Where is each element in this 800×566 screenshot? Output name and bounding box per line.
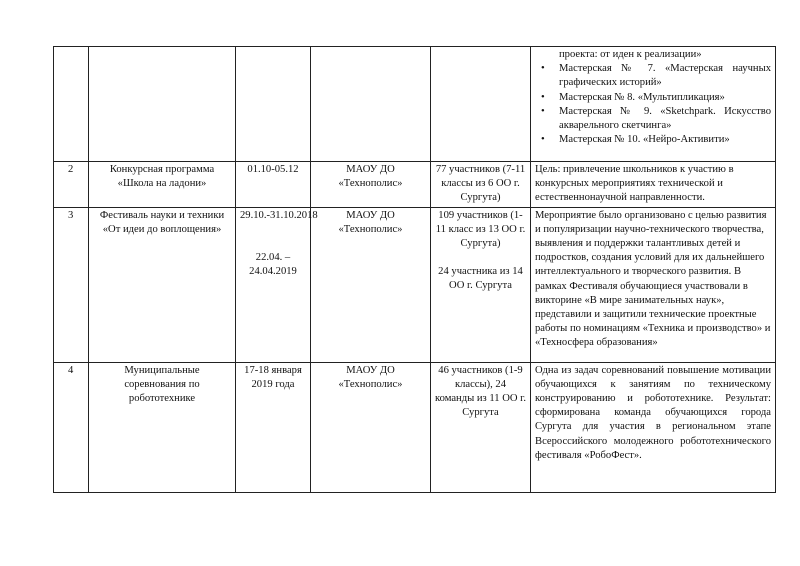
workshop-list — [535, 62, 771, 147]
event-name — [89, 47, 236, 162]
event-organizer: МАОУ ДО «Технополис» — [311, 162, 431, 208]
table-row — [54, 47, 776, 162]
events-table — [53, 46, 776, 493]
event-dates: 01.10-05.12 — [236, 162, 311, 208]
participants-first: 109 участников (1-11 класс из 13 ОО г. Сургута) — [435, 209, 526, 250]
row-number: 3 — [54, 207, 89, 362]
table-row — [54, 162, 776, 208]
event-result: Цель: привлечение школьников к участию в конкурсных мероприятиях технической и естественнонаучной направленности. — [531, 162, 776, 208]
event-name: Муниципальные соревнования по робототехнике — [89, 362, 236, 492]
table-row — [54, 362, 776, 492]
list-item: • Мастерская № 8. «Мультипликация» — [535, 91, 771, 105]
event-participants: 77 участников (7-11 классы из 6 ОО г. Сургута) — [431, 162, 531, 208]
participants-second: 24 участника из 14 ОО г. Сургута — [438, 266, 523, 292]
event-organizer: МАОУ ДО «Технополис» — [311, 362, 431, 492]
list-item: • Мастерская № 10. «Нейро-Активити» — [535, 133, 771, 147]
event-dates — [236, 47, 311, 162]
row-number: 4 — [54, 362, 89, 492]
dates-first: 29.10.-31.10.2018 — [240, 209, 318, 221]
event-name: Конкурсная программа «Школа на ладони» — [89, 162, 236, 208]
row-number — [54, 47, 89, 162]
event-participants — [431, 47, 531, 162]
event-dates: 17-18 января 2019 года — [236, 362, 311, 492]
event-organizer — [311, 47, 431, 162]
table-row — [54, 207, 776, 362]
event-participants: 46 участников (1-9 классы), 24 команды из 11 ОО г. Сургута — [431, 362, 531, 492]
row-number: 2 — [54, 162, 89, 208]
list-item: • Мастерская № 7. «Мастерская научных графических историй» — [535, 62, 771, 90]
event-result — [531, 47, 776, 162]
event-result: Одна из задач соревнований повышение мотивации обучающихся к занятиям по техническому конструированию и робототехнике. Результат: сформирована команда обучающихся города Сургута для участия в региональном этапе Всероссийского молодежного робототехнического фестиваля «РобоФест». — [531, 362, 776, 492]
dates-second: 22.04. – 24.04.2019 — [249, 251, 297, 278]
event-organizer: МАОУ ДО «Технополис» — [311, 207, 431, 362]
event-name: Фестиваль науки и техники «От идеи до воплощения» — [89, 207, 236, 362]
result-continuation: проекта: от иден к реализации» — [559, 49, 702, 60]
event-dates — [236, 207, 318, 362]
list-item: • Мастерская № 9. «Sketchpark. Искусство акварельного скетчинга» — [535, 105, 771, 133]
event-participants — [431, 207, 531, 362]
event-result: Мероприятие было организовано с целью развития и популяризации научно-технического творчества, выявления и поддержки талантливых детей и подростков, создания условий для их дальнейшего интеллектуального и творческого развития. В рамках Фестиваля обучающиеся участвовали в викторине «В мире занимательных наук», представили и защитили технические проектные работы по номинациям «Техника и производство» и «Техносфера образования» — [531, 207, 776, 362]
